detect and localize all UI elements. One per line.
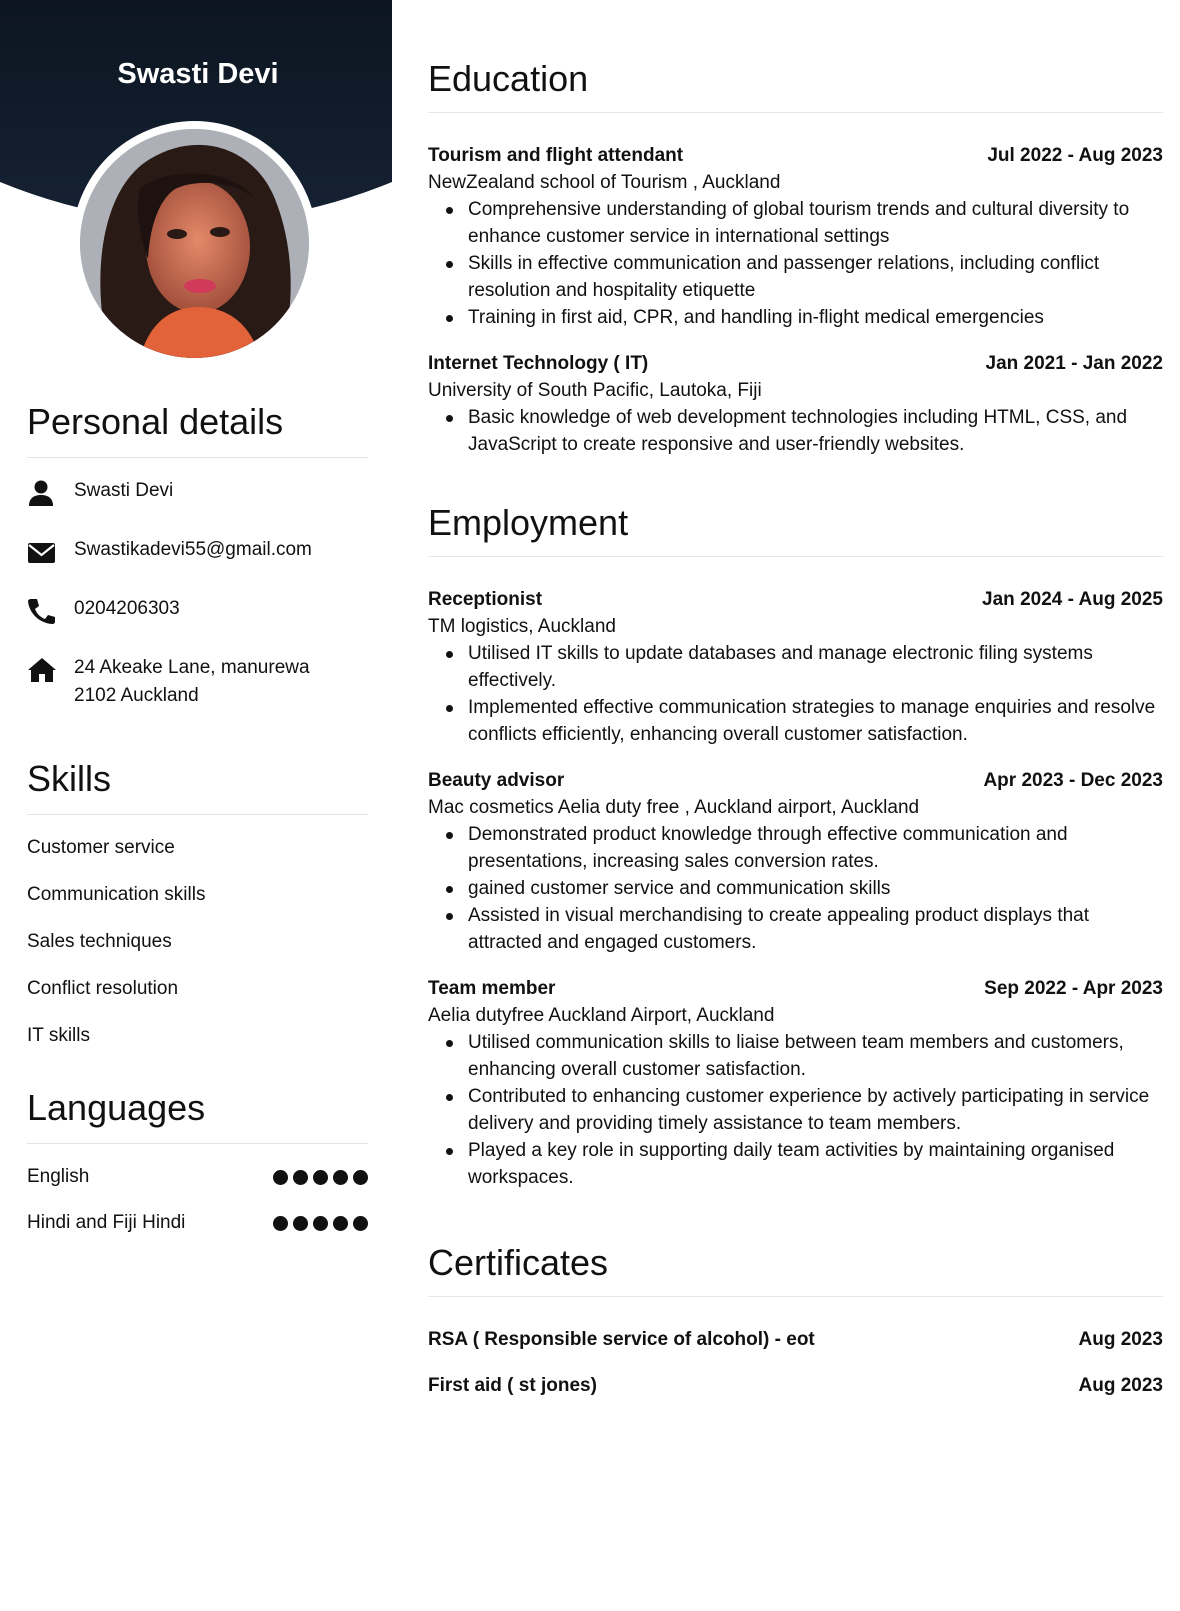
bullet-item: Basic knowledge of web development technologies including HTML, CSS, and JavaScript to create responsive and user-friendly websites. <box>468 404 1163 458</box>
personal-name-text: Swasti Devi <box>74 480 174 501</box>
education-entry <box>428 350 1163 458</box>
skill-item: IT skills <box>27 1025 90 1046</box>
entry-bullets <box>428 640 1163 748</box>
certificate-title: RSA ( Responsible service of alcohol) - eot <box>428 1329 815 1350</box>
entry-bullets <box>428 196 1163 331</box>
employment-section <box>428 502 1163 1191</box>
entry-title: Internet Technology ( IT) <box>428 353 649 374</box>
level-dot <box>313 1216 328 1231</box>
bullet-item: Comprehensive understanding of global tourism trends and cultural diversity to enhance customer service in international settings <box>468 196 1163 250</box>
bullet-item: Demonstrated product knowledge through effective communication and presentations, increasing sales conversion rates. <box>468 821 1163 875</box>
level-dot <box>333 1216 348 1231</box>
bullet-item: Skills in effective communication and passenger relations, including conflict resolution and hospitality etiquette <box>468 250 1163 304</box>
bullet-item: Utilised IT skills to update databases and manage electronic filing systems effectively. <box>468 640 1163 694</box>
employment-heading: Employment <box>428 502 1163 557</box>
bullet-item: Implemented effective communication strategies to manage enquiries and resolve conflicts efficiently, enhancing overall customer satisfaction. <box>468 694 1163 748</box>
entry-title: Receptionist <box>428 589 543 610</box>
home-icon <box>27 657 57 683</box>
skill-item: Conflict resolution <box>27 978 179 999</box>
personal-phone-text[interactable]: 0204206303 <box>74 598 180 619</box>
person-icon <box>27 480 57 506</box>
bullet-item: Assisted in visual merchandising to create appealing product displays that attracted and engaged customers. <box>468 902 1163 956</box>
profile-photo <box>72 121 317 366</box>
profile-photo-image <box>80 129 309 358</box>
personal-phone-row <box>27 595 368 623</box>
languages-heading: Languages <box>27 1087 368 1144</box>
bullet-item: Played a key role in supporting daily team activities by maintaining organised workspaces. <box>468 1137 1163 1191</box>
entry-title: Beauty advisor <box>428 770 565 791</box>
entry-dates: Jul 2022 - Aug 2023 <box>987 145 1163 166</box>
language-name: Hindi and Fiji Hindi <box>27 1212 186 1233</box>
skills-heading: Skills <box>27 758 368 815</box>
personal-address-line2: 2102 Auckland <box>74 685 199 706</box>
employment-entry <box>428 586 1163 748</box>
language-level-dots <box>273 1170 368 1185</box>
entry-org: Aelia dutyfree Auckland Airport, Auckland <box>428 1005 775 1026</box>
level-dot <box>353 1216 368 1231</box>
skill-item: Communication skills <box>27 884 206 905</box>
bullet-item: Training in first aid, CPR, and handling in-flight medical emergencies <box>468 304 1163 331</box>
personal-details-heading: Personal details <box>27 401 368 458</box>
level-dot <box>333 1170 348 1185</box>
entry-org: Mac cosmetics Aelia duty free , Auckland airport, Auckland <box>428 797 920 818</box>
level-dot <box>313 1170 328 1185</box>
skill-item: Sales techniques <box>27 931 172 952</box>
entry-dates: Jan 2024 - Aug 2025 <box>982 589 1163 610</box>
entry-dates: Sep 2022 - Apr 2023 <box>984 978 1163 999</box>
level-dot <box>293 1170 308 1185</box>
personal-address-line1: 24 Akeake Lane, manurewa <box>74 657 310 678</box>
entry-bullets <box>428 1029 1163 1191</box>
skill-item: Customer service <box>27 837 175 858</box>
bullet-item: Utilised communication skills to liaise between team members and customers, enhancing overall customer satisfaction. <box>468 1029 1163 1083</box>
level-dot <box>293 1216 308 1231</box>
entry-org: University of South Pacific, Lautoka, Fiji <box>428 380 762 401</box>
sidebar <box>0 0 400 1611</box>
certificates-section <box>428 1242 1163 1399</box>
certificates-heading: Certificates <box>428 1242 1163 1297</box>
candidate-name: Swasti Devi <box>117 58 279 90</box>
education-heading: Education <box>428 58 1163 113</box>
personal-email-row <box>27 536 368 564</box>
employment-entry <box>428 975 1163 1191</box>
education-entry <box>428 142 1163 331</box>
language-row <box>27 1163 368 1191</box>
personal-details-section <box>27 401 368 710</box>
language-name: English <box>27 1166 90 1187</box>
entry-dates: Jan 2021 - Jan 2022 <box>985 353 1163 374</box>
entry-dates: Apr 2023 - Dec 2023 <box>983 770 1163 791</box>
entry-title: Tourism and flight attendant <box>428 145 684 166</box>
bullet-item: gained customer service and communication skills <box>468 875 1163 902</box>
envelope-icon <box>27 539 57 565</box>
certificate-date: Aug 2023 <box>1078 1329 1163 1350</box>
bullet-item: Contributed to enhancing customer experience by actively participating in service delivery and providing timely assistance to team members. <box>468 1083 1163 1137</box>
certificate-row <box>428 1326 1163 1353</box>
education-section <box>428 58 1163 458</box>
language-row <box>27 1209 368 1237</box>
entry-bullets <box>428 404 1163 458</box>
level-dot <box>273 1170 288 1185</box>
certificate-date: Aug 2023 <box>1078 1375 1163 1396</box>
phone-icon <box>27 598 57 624</box>
entry-title: Team member <box>428 978 556 999</box>
entry-org: TM logistics, Auckland <box>428 616 616 637</box>
employment-entry <box>428 767 1163 956</box>
certificate-title: First aid ( st jones) <box>428 1375 597 1396</box>
level-dot <box>273 1216 288 1231</box>
personal-address-row <box>27 654 368 710</box>
personal-name-row <box>27 477 368 505</box>
personal-email-text[interactable]: Swastikadevi55@gmail.com <box>74 539 312 560</box>
certificate-row <box>428 1372 1163 1399</box>
entry-bullets <box>428 821 1163 956</box>
entry-org: NewZealand school of Tourism , Auckland <box>428 172 781 193</box>
languages-section <box>27 1087 368 1237</box>
skills-section <box>27 758 368 1050</box>
language-level-dots <box>273 1216 368 1231</box>
level-dot <box>353 1170 368 1185</box>
